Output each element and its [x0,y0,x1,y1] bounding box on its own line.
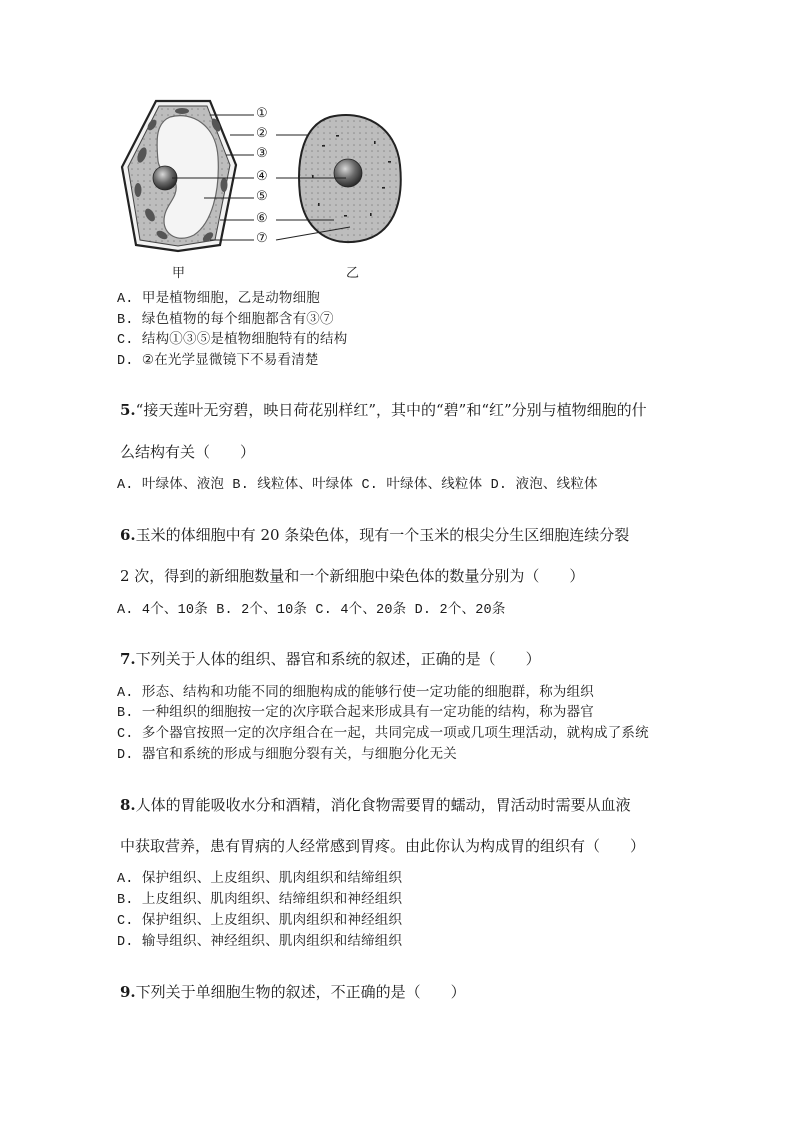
marker-3: ③ [256,146,268,161]
q7-option-a: A. 形态、结构和功能不同的细胞构成的能够行使一定功能的细胞群，称为组织 [117,686,595,701]
q7-option-d: D. 器官和系统的形成与细胞分裂有关，与细胞分化无关 [117,748,458,763]
q6-number: 6. [120,526,136,544]
marker-6: ⑥ [256,211,268,226]
q8-option-b: B. 上皮组织、肌肉组织、结缔组织和神经组织 [117,893,403,908]
q7-option-c: C. 多个器官按照一定的次序组合在一起，共同完成一项或几项生理活动，就构成了系统 [117,727,649,742]
q4-option-b: B. 绿色植物的每个细胞都含有③⑦ [117,313,334,328]
marker-5: ⑤ [256,189,268,204]
cell-diagram-svg [112,95,412,280]
q9-stem [120,981,466,1002]
q7-stem [120,648,541,669]
q7-text: 下列关于人体的组织、器官和系统的叙述，正确的是（ ） [135,650,541,668]
label-jia: 甲 [172,266,186,281]
q4-option-a: A. 甲是植物细胞，乙是动物细胞 [117,292,321,307]
marker-7: ⑦ [256,231,268,246]
q8-number: 8. [120,796,136,814]
q6-stem-line2: 2 次，得到的新细胞数量和一个新细胞中染色体的数量分别为（ ） [120,567,585,585]
q8-option-a: A. 保护组织、上皮组织、肌肉组织和结缔组织 [117,872,403,887]
q5-number: 5. [120,401,136,419]
q4-option-d: D. ②在光学显微镜下不易看清楚 [117,354,319,369]
q7-number: 7. [120,650,136,668]
q8-stem-line2: 中获取营养，患有胃病的人经常感到胃疼。由此你认为构成胃的组织有（ ） [120,837,646,855]
q6-text-1: 玉米的体细胞中有 20 条染色体，现有一个玉米的根尖分生区细胞连续分裂 [135,526,630,544]
q8-text-1: 人体的胃能吸收水分和酒精，消化食物需要胃的蠕动，胃活动时需要从血液 [135,796,631,814]
q5-options: A. 叶绿体、液泡 B. 线粒体、叶绿体 C. 叶绿体、线粒体 D. 液泡、线粒体 [117,478,598,493]
q4-option-c: C. 结构①③⑤是植物细胞特有的结构 [117,333,348,348]
q9-text: 下列关于单细胞生物的叙述，不正确的是（ ） [135,983,466,1001]
q9-number: 9. [120,983,136,1001]
q8-option-d: D. 输导组织、神经组织、肌肉组织和结缔组织 [117,935,403,950]
marker-1: ① [256,106,268,121]
q8-stem-line1 [120,794,631,815]
marker-4: ④ [256,169,268,184]
cell-diagram [112,95,412,280]
q5-text-1: “接天莲叶无穷碧，映日荷花别样红”，其中的“碧”和“红”分别与植物细胞的什 [135,401,647,419]
q5-stem-line1 [120,399,647,420]
marker-2: ② [256,126,268,141]
plant-cell [122,101,236,251]
q6-options: A. 4个、10条 B. 2个、10条 C. 4个、20条 D. 2个、20条 [117,603,506,618]
q5-stem-line2: 么结构有关（ ） [120,443,256,461]
q6-stem-line1 [120,524,629,545]
animal-cell [299,115,401,242]
q8-option-c: C. 保护组织、上皮组织、肌肉组织和神经组织 [117,914,403,929]
q7-option-b: B. 一种组织的细胞按一定的次序联合起来形成具有一定功能的结构，称为器官 [117,706,595,721]
label-yi: 乙 [346,266,360,281]
